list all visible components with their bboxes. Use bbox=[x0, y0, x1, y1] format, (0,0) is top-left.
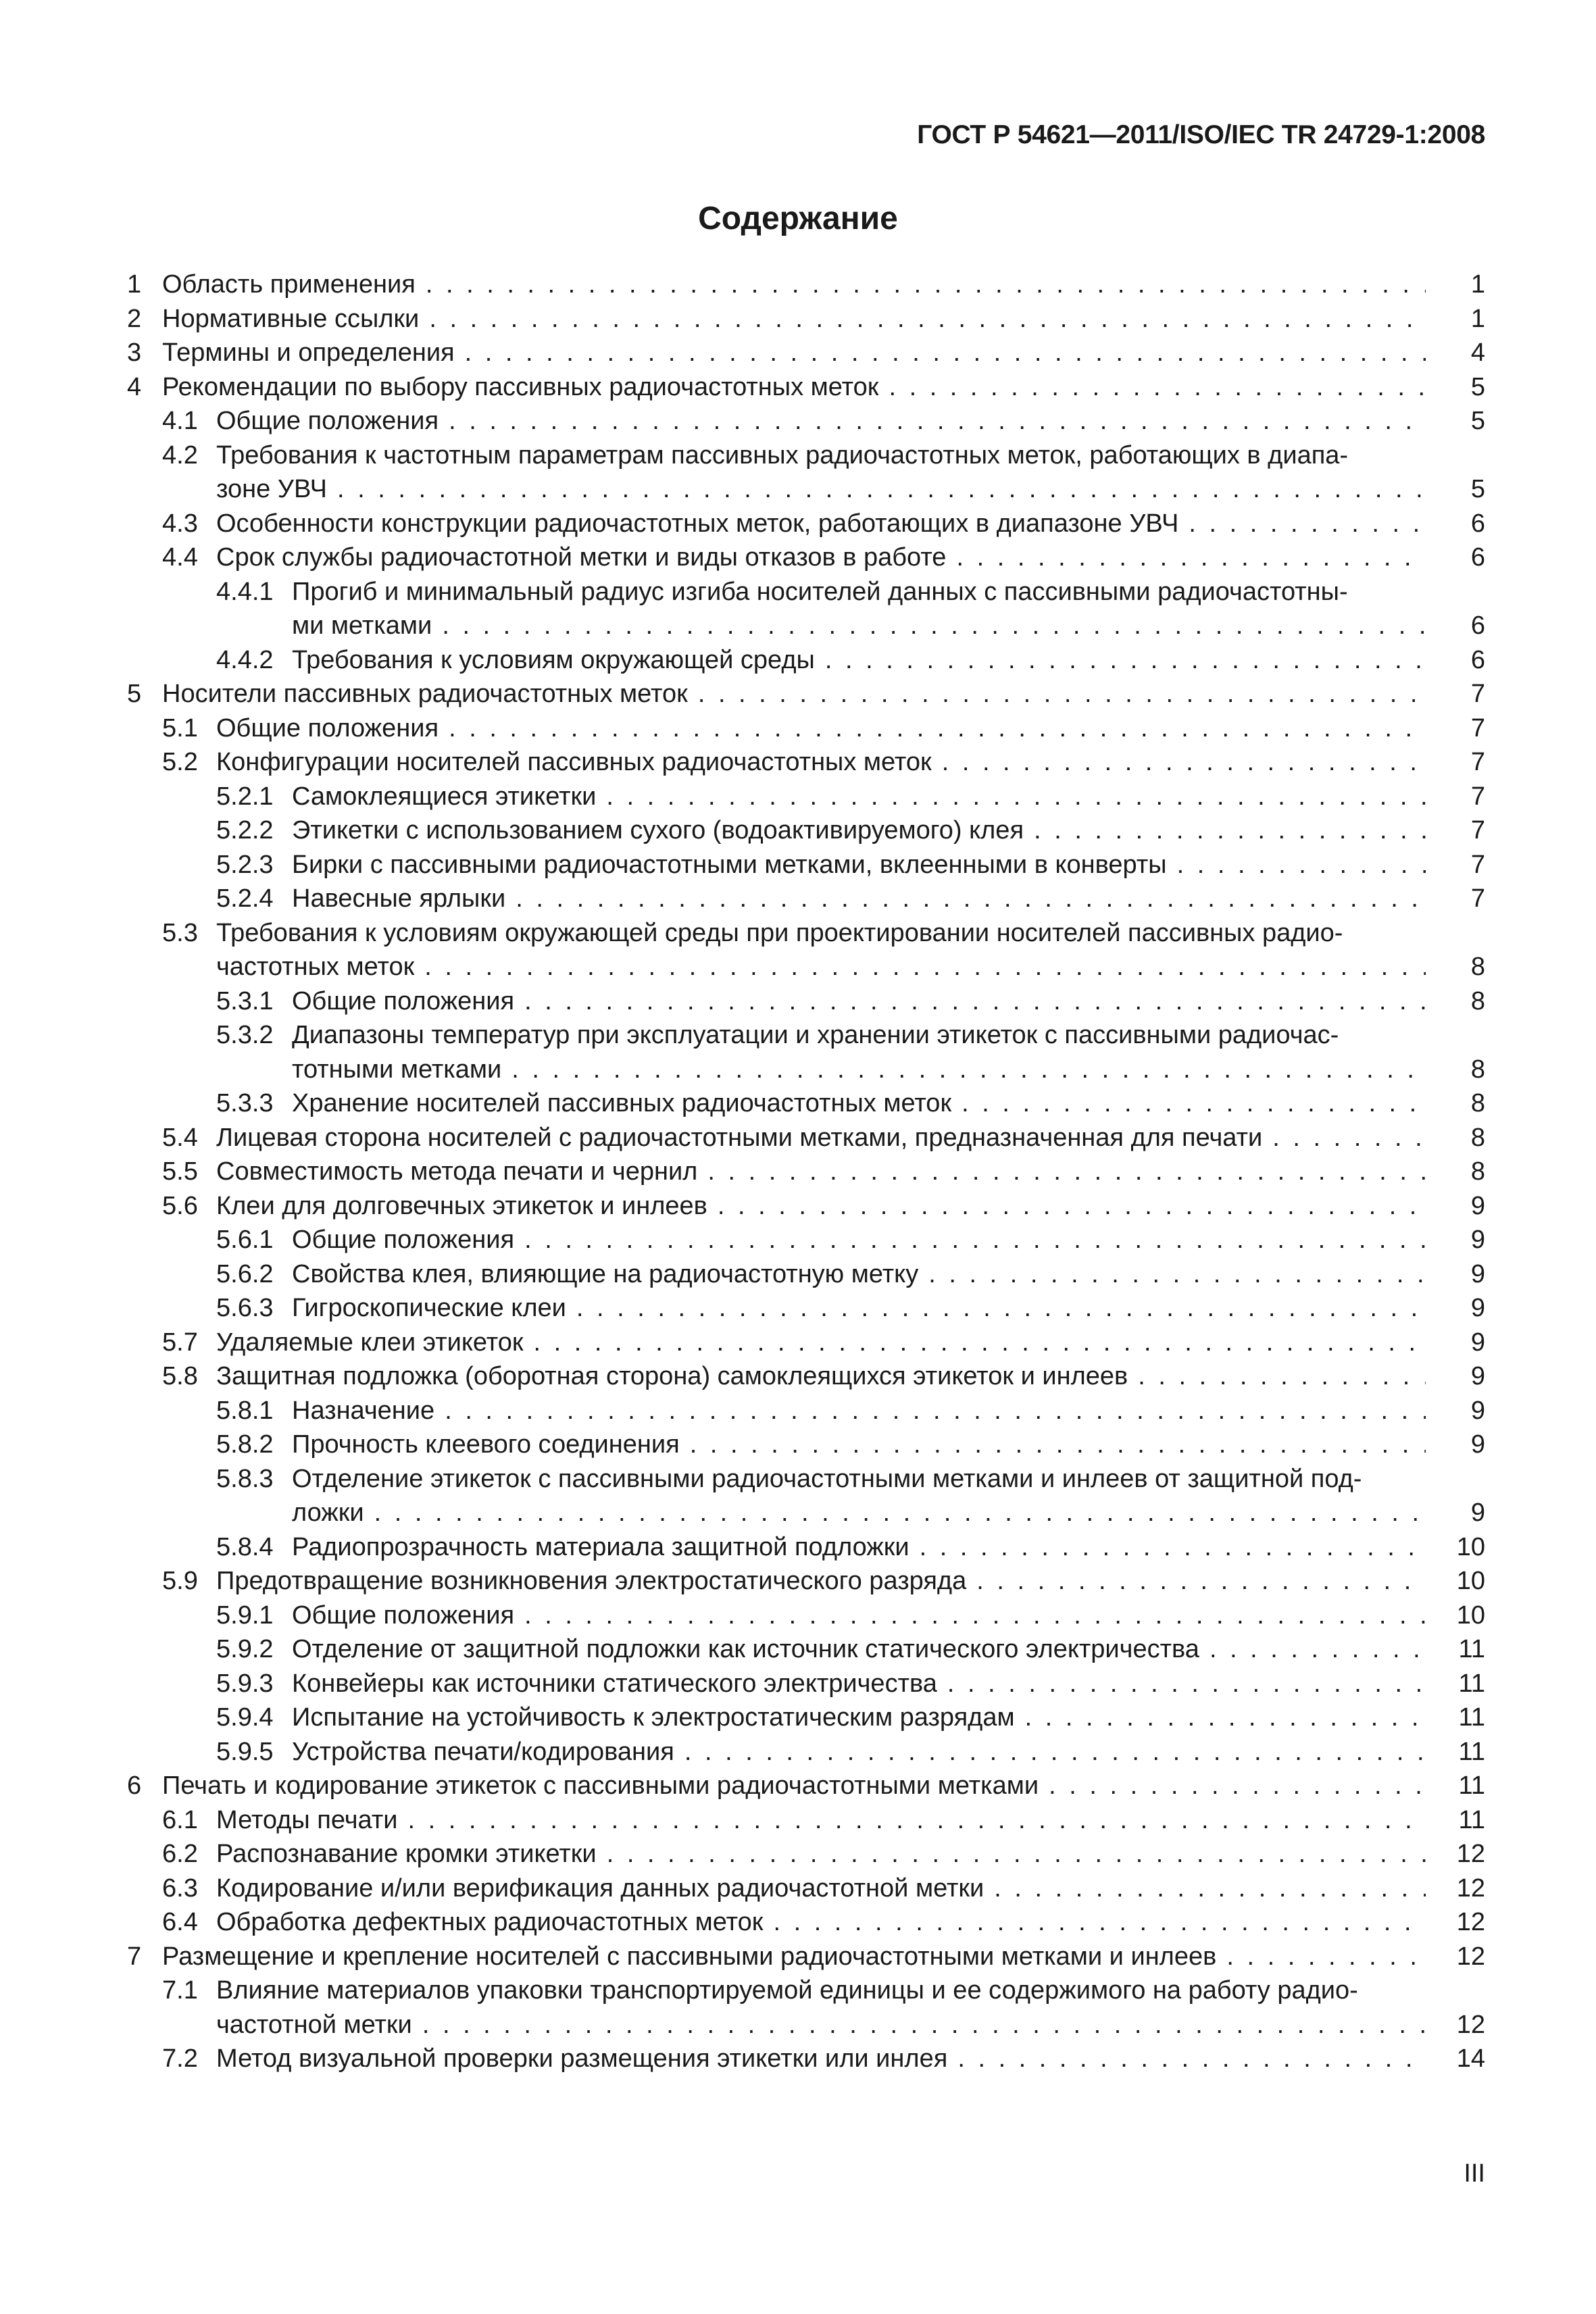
toc-entry-page: 12 bbox=[1456, 1873, 1485, 1903]
page-title: Содержание bbox=[698, 201, 898, 236]
toc-entry[interactable] bbox=[0, 848, 1596, 882]
toc-entry-number: 5.9.4 bbox=[216, 1703, 274, 1732]
toc-entry-title: Прочность клеевого соединения . . . bbox=[292, 1428, 1426, 1462]
toc-entry-title: Самоклеящиеся этикетки . . . bbox=[292, 780, 1426, 814]
toc-entry-title: Хранение носителей пассивных радиочастотных меток . . . bbox=[292, 1086, 1426, 1121]
toc-entry-title: ложки . . . bbox=[292, 1496, 1426, 1530]
toc-entry-number: 5.8.4 bbox=[216, 1532, 274, 1561]
toc-entry-page: 12 bbox=[1456, 1840, 1485, 1868]
toc-entry-number: 5 bbox=[127, 680, 142, 708]
toc-entry-page: 12 bbox=[1456, 1942, 1485, 1971]
toc-entry-page: 11 bbox=[1458, 1771, 1485, 1800]
toc-entry-page: 10 bbox=[1456, 1532, 1485, 1561]
toc-entry-number: 5.3.1 bbox=[216, 986, 274, 1015]
toc-entry-title: Обработка дефектных радиочастотных меток . . . bbox=[216, 1905, 1426, 1940]
toc-entry-page: 7 bbox=[1470, 816, 1485, 845]
toc-entry-page: 9 bbox=[1470, 1430, 1485, 1459]
toc-entry-title: Общие положения . . . bbox=[292, 1223, 1426, 1257]
toc-entry[interactable] bbox=[0, 268, 1596, 302]
toc-entry[interactable] bbox=[0, 1803, 1596, 1838]
toc-entry-title: Требования к условиям окружающей среды . . . bbox=[292, 643, 1426, 678]
toc-entry-title: частотных меток . . . bbox=[216, 950, 1426, 984]
toc-entry-title: Лицевая сторона носителей с радиочастотными метками, предназначенная для печати . . . bbox=[216, 1121, 1426, 1155]
toc-entry[interactable] bbox=[0, 1973, 1596, 2008]
toc-entry[interactable] bbox=[0, 1871, 1596, 1906]
toc-entry-number: 4.4 bbox=[162, 543, 198, 572]
toc-entry[interactable] bbox=[0, 950, 1596, 984]
toc-entry[interactable] bbox=[0, 1905, 1596, 1940]
toc-entry[interactable] bbox=[0, 1667, 1596, 1701]
toc-entry-page: 9 bbox=[1470, 1396, 1485, 1425]
toc-entry-page: 11 bbox=[1458, 1669, 1485, 1698]
toc-entry-number: 5.3.3 bbox=[216, 1089, 274, 1117]
toc-entry-title: Гигроскопические клеи . . . bbox=[292, 1291, 1426, 1326]
toc-entry-title: Общие положения . . . bbox=[292, 984, 1426, 1019]
toc-entry[interactable] bbox=[0, 1496, 1596, 1530]
toc-entry-title: Общие положения . . . bbox=[216, 404, 1426, 438]
toc-entry-title: Носители пассивных радиочастотных меток . . . bbox=[162, 677, 1426, 711]
toc-entry-title: Печать и кодирование этикеток с пассивными радиочастотными метками . . . bbox=[162, 1769, 1426, 1803]
toc-entry-page: 5 bbox=[1470, 407, 1485, 435]
toc-entry-page: 9 bbox=[1470, 1259, 1485, 1288]
toc-entry-number: 4.2 bbox=[162, 441, 198, 470]
toc-entry-page: 10 bbox=[1456, 1601, 1485, 1630]
toc-entry-page: 5 bbox=[1470, 372, 1485, 401]
toc-entry-title: Защитная подложка (оборотная сторона) самоклеящихся этикеток и инлеев . . . bbox=[216, 1359, 1426, 1394]
toc-entry-title: тотными метками . . . bbox=[292, 1053, 1426, 1087]
toc-entry-page: 6 bbox=[1470, 543, 1485, 572]
toc-entry[interactable] bbox=[0, 882, 1596, 916]
toc-entry-number: 5.2 bbox=[162, 748, 198, 776]
toc-entry[interactable] bbox=[0, 302, 1596, 336]
toc-entry-page: 6 bbox=[1470, 645, 1485, 674]
toc-entry-page: 8 bbox=[1470, 1123, 1485, 1152]
toc-entry-page: 5 bbox=[1470, 475, 1485, 503]
toc-entry[interactable] bbox=[0, 1735, 1596, 1769]
toc-entry-title: Методы печати . . . bbox=[216, 1803, 1426, 1838]
toc-entry-page: 8 bbox=[1470, 1089, 1485, 1117]
toc-entry-number: 7.2 bbox=[162, 2044, 198, 2073]
toc-entry-page: 8 bbox=[1470, 1157, 1485, 1186]
toc-entry-number: 4.3 bbox=[162, 509, 198, 538]
toc-entry-page: 12 bbox=[1456, 2010, 1485, 2039]
toc-entry[interactable] bbox=[0, 472, 1596, 507]
toc-entry-title: Свойства клея, влияющие на радиочастотную метку . . . bbox=[292, 1257, 1426, 1292]
toc-entry-title: Особенности конструкции радиочастотных меток, работающих в диапазоне УВЧ . . . bbox=[216, 507, 1426, 541]
toc-entry-number: 5.2.1 bbox=[216, 782, 274, 811]
toc-entry[interactable] bbox=[0, 609, 1596, 643]
toc-entry[interactable] bbox=[0, 336, 1596, 370]
toc-entry-number: 5.9.5 bbox=[216, 1737, 274, 1766]
toc-entry[interactable] bbox=[0, 1326, 1596, 1360]
toc-entry[interactable] bbox=[0, 1837, 1596, 1871]
toc-entry-page: 11 bbox=[1458, 1805, 1485, 1834]
toc-entry-number: 5.8.3 bbox=[216, 1464, 274, 1493]
toc-entry-title: Навесные ярлыки . . . bbox=[292, 882, 1426, 916]
toc-entry-title: Радиопрозрачность материала защитной подложки . . . bbox=[292, 1530, 1426, 1565]
toc-entry[interactable] bbox=[0, 1291, 1596, 1326]
toc-entry[interactable] bbox=[0, 1053, 1596, 1087]
toc-entry[interactable] bbox=[0, 711, 1596, 746]
toc-entry-page: 14 bbox=[1456, 2044, 1485, 2073]
toc-entry-title: Диапазоны температур при эксплуатации и хранении этикеток с пассивными радиочас- bbox=[292, 1021, 1339, 1049]
toc-entry-number: 5.3.2 bbox=[216, 1021, 274, 1049]
toc-entry[interactable] bbox=[0, 677, 1596, 711]
toc-entry-number: 7 bbox=[127, 1942, 142, 1971]
toc-entry-number: 5.7 bbox=[162, 1328, 198, 1357]
toc-entry[interactable] bbox=[0, 2008, 1596, 2042]
toc-entry-title: Испытание на устойчивость к электростатическим разрядам . . . bbox=[292, 1701, 1426, 1735]
toc-entry-page: 7 bbox=[1470, 680, 1485, 708]
toc-entry[interactable] bbox=[0, 1428, 1596, 1462]
toc-entry-number: 5.3 bbox=[162, 918, 198, 947]
toc-entry-number: 5.8.1 bbox=[216, 1396, 274, 1425]
toc-entry-page: 6 bbox=[1470, 509, 1485, 538]
document-id-header: ГОСТ Р 54621—2011/ISO/IEC TR 24729-1:2008 bbox=[917, 120, 1485, 149]
toc-entry-number: 6.3 bbox=[162, 1873, 198, 1903]
toc-entry[interactable] bbox=[0, 1257, 1596, 1292]
toc-entry[interactable] bbox=[0, 1769, 1596, 1803]
toc-entry-number: 5.9.2 bbox=[216, 1635, 274, 1663]
toc-entry[interactable] bbox=[0, 1394, 1596, 1428]
toc-entry-page: 11 bbox=[1458, 1635, 1485, 1663]
toc-entry-number: 5.8 bbox=[162, 1362, 198, 1390]
toc-entry-page: 11 bbox=[1458, 1703, 1485, 1732]
toc-entry[interactable] bbox=[0, 1223, 1596, 1257]
page-number: III bbox=[1464, 2159, 1485, 2188]
toc-entry-number: 5.2.3 bbox=[216, 850, 274, 879]
toc-entry-title: зоне УВЧ . . . bbox=[216, 472, 1426, 507]
toc-entry[interactable] bbox=[0, 1155, 1596, 1189]
toc-entry-number: 4 bbox=[127, 372, 142, 401]
toc-entry-number: 5.6.3 bbox=[216, 1294, 274, 1322]
toc-entry[interactable] bbox=[0, 1359, 1596, 1394]
toc-entry-number: 5.6.2 bbox=[216, 1259, 274, 1288]
toc-entry-title: Бирки с пассивными радиочастотными метками, вклеенными в конверты . . . bbox=[292, 848, 1426, 882]
toc-entry-number: 2 bbox=[127, 304, 142, 333]
toc-entry-title: Рекомендации по выбору пассивных радиочастотных меток . . . bbox=[162, 370, 1426, 405]
toc-entry-number: 6.4 bbox=[162, 1908, 198, 1936]
toc-entry-page: 1 bbox=[1470, 270, 1485, 299]
toc-entry-number: 5.6 bbox=[162, 1191, 198, 1220]
toc-entry-number: 5.9 bbox=[162, 1567, 198, 1595]
toc-entry-page: 1 bbox=[1470, 304, 1485, 333]
toc-entry-page: 12 bbox=[1456, 1908, 1485, 1936]
toc-entry-title: Влияние материалов упаковки транспортируемой единицы и ее содержимого на работу радио- bbox=[216, 1976, 1358, 2005]
toc-entry[interactable] bbox=[0, 438, 1596, 473]
toc-entry[interactable] bbox=[0, 1530, 1596, 1565]
toc-entry-number: 6.1 bbox=[162, 1805, 198, 1834]
toc-entry-number: 7.1 bbox=[162, 1976, 198, 2005]
toc-entry-page: 4 bbox=[1470, 338, 1485, 367]
toc-entry-title: Требования к условиям окружающей среды при проектировании носителей пассивных радио- bbox=[216, 918, 1343, 947]
toc-entry-number: 5.6.1 bbox=[216, 1226, 274, 1254]
toc-entry-number: 4.4.1 bbox=[216, 577, 274, 606]
toc-entry-number: 5.1 bbox=[162, 713, 198, 743]
toc-entry-number: 5.9.1 bbox=[216, 1601, 274, 1630]
toc-entry-title: Клеи для долговечных этикеток и инлеев . . . bbox=[216, 1189, 1426, 1224]
toc-entry[interactable] bbox=[0, 1189, 1596, 1224]
toc-entry[interactable] bbox=[0, 1462, 1596, 1496]
toc-entry-title: Устройства печати/кодирования . . . bbox=[292, 1735, 1426, 1769]
toc-entry[interactable] bbox=[0, 1018, 1596, 1053]
toc-entry-title: Конфигурации носителей пассивных радиочастотных меток . . . bbox=[216, 745, 1426, 780]
toc-entry[interactable] bbox=[0, 507, 1596, 541]
toc-entry-page: 11 bbox=[1458, 1737, 1485, 1766]
toc-entry-title: Предотвращение возникновения электростатического разряда . . . bbox=[216, 1564, 1426, 1599]
toc-entry-title: Совместимость метода печати и чернил . . . bbox=[216, 1155, 1426, 1189]
toc-entry-page: 8 bbox=[1470, 1055, 1485, 1084]
toc-entry-title: Срок службы радиочастотной метки и виды отказов в работе . . . bbox=[216, 540, 1426, 575]
toc-entry-title: Нормативные ссылки . . . bbox=[162, 302, 1426, 336]
toc-entry-number: 5.2.2 bbox=[216, 816, 274, 845]
toc-entry-page: 7 bbox=[1470, 713, 1485, 743]
toc-entry[interactable] bbox=[0, 745, 1596, 780]
toc-entry[interactable] bbox=[0, 1564, 1596, 1599]
toc-entry-title: Отделение этикеток с пассивными радиочастотными метками и инлеев от защитной под- bbox=[292, 1464, 1362, 1493]
toc-entry-number: 5.4 bbox=[162, 1123, 198, 1152]
toc-entry-page: 7 bbox=[1470, 884, 1485, 913]
toc-entry-number: 4.1 bbox=[162, 407, 198, 435]
toc-entry-number: 3 bbox=[127, 338, 142, 367]
toc-entry-page: 7 bbox=[1470, 782, 1485, 811]
toc-entry-title: Назначение . . . bbox=[292, 1394, 1426, 1428]
toc-entry[interactable] bbox=[0, 1940, 1596, 1974]
toc-entry-number: 6 bbox=[127, 1771, 142, 1800]
toc-entry-title: Распознавание кромки этикетки . . . bbox=[216, 1837, 1426, 1871]
toc-entry-page: 9 bbox=[1470, 1328, 1485, 1357]
toc-entry-number: 5.9.3 bbox=[216, 1669, 274, 1698]
table-of-contents bbox=[0, 268, 1596, 2076]
toc-entry-title: Конвейеры как источники статического электричества . . . bbox=[292, 1667, 1426, 1701]
toc-entry-title: Общие положения . . . bbox=[292, 1599, 1426, 1633]
toc-entry-page: 6 bbox=[1470, 611, 1485, 640]
toc-entry-page: 7 bbox=[1470, 748, 1485, 776]
toc-entry[interactable] bbox=[0, 404, 1596, 438]
toc-entry[interactable] bbox=[0, 1599, 1596, 1633]
toc-entry-page: 9 bbox=[1470, 1191, 1485, 1220]
toc-entry-title: Этикетки с использованием сухого (водоактивируемого) клея . . . bbox=[292, 813, 1426, 848]
toc-entry-page: 8 bbox=[1470, 986, 1485, 1015]
toc-entry[interactable] bbox=[0, 1086, 1596, 1121]
toc-entry[interactable] bbox=[0, 984, 1596, 1019]
toc-entry-page: 9 bbox=[1470, 1362, 1485, 1390]
toc-entry[interactable] bbox=[0, 643, 1596, 678]
toc-entry-page: 8 bbox=[1470, 953, 1485, 981]
toc-entry-page: 10 bbox=[1456, 1567, 1485, 1595]
toc-entry[interactable] bbox=[0, 575, 1596, 609]
toc-entry[interactable] bbox=[0, 2042, 1596, 2076]
toc-entry-page: 7 bbox=[1470, 850, 1485, 879]
toc-entry[interactable] bbox=[0, 540, 1596, 575]
toc-entry-number: 5.5 bbox=[162, 1157, 198, 1186]
toc-entry[interactable] bbox=[0, 916, 1596, 951]
toc-entry-page: 9 bbox=[1470, 1294, 1485, 1322]
toc-entry-number: 4.4.2 bbox=[216, 645, 274, 674]
toc-entry[interactable] bbox=[0, 813, 1596, 848]
toc-entry-title: Размещение и крепление носителей с пассивными радиочастотными метками и инлеев . . . bbox=[162, 1940, 1426, 1974]
toc-entry-title: Общие положения . . . bbox=[216, 711, 1426, 746]
toc-entry-page: 9 bbox=[1470, 1499, 1485, 1527]
toc-entry-title: Кодирование и/или верификация данных радиочастотной метки . . . bbox=[216, 1871, 1426, 1906]
toc-entry-title: Требования к частотным параметрам пассивных радиочастотных меток, работающих в диапа- bbox=[216, 441, 1349, 470]
toc-entry-title: Термины и определения . . . bbox=[162, 336, 1426, 370]
toc-entry-title: Отделение от защитной подложки как источник статического электричества . . . bbox=[292, 1632, 1426, 1667]
toc-entry-title: ми метками . . . bbox=[292, 609, 1426, 643]
toc-entry-title: Область применения . . . bbox=[162, 268, 1426, 302]
toc-entry-number: 5.8.2 bbox=[216, 1430, 274, 1459]
toc-entry-title: частотной метки . . . bbox=[216, 2008, 1426, 2042]
toc-entry[interactable] bbox=[0, 370, 1596, 405]
toc-entry[interactable] bbox=[0, 780, 1596, 814]
toc-entry[interactable] bbox=[0, 1701, 1596, 1735]
toc-entry-number: 6.2 bbox=[162, 1840, 198, 1868]
toc-entry-title: Прогиб и минимальный радиус изгиба носителей данных с пассивными радиочастотны- bbox=[292, 577, 1348, 606]
toc-entry-number: 5.2.4 bbox=[216, 884, 274, 913]
toc-entry-number: 1 bbox=[127, 270, 142, 299]
toc-entry[interactable] bbox=[0, 1632, 1596, 1667]
toc-entry-title: Удаляемые клеи этикеток . . . bbox=[216, 1326, 1426, 1360]
toc-entry-page: 9 bbox=[1470, 1226, 1485, 1254]
toc-entry[interactable] bbox=[0, 1121, 1596, 1155]
toc-entry-title: Метод визуальной проверки размещения этикетки или инлея . . . bbox=[216, 2042, 1426, 2076]
